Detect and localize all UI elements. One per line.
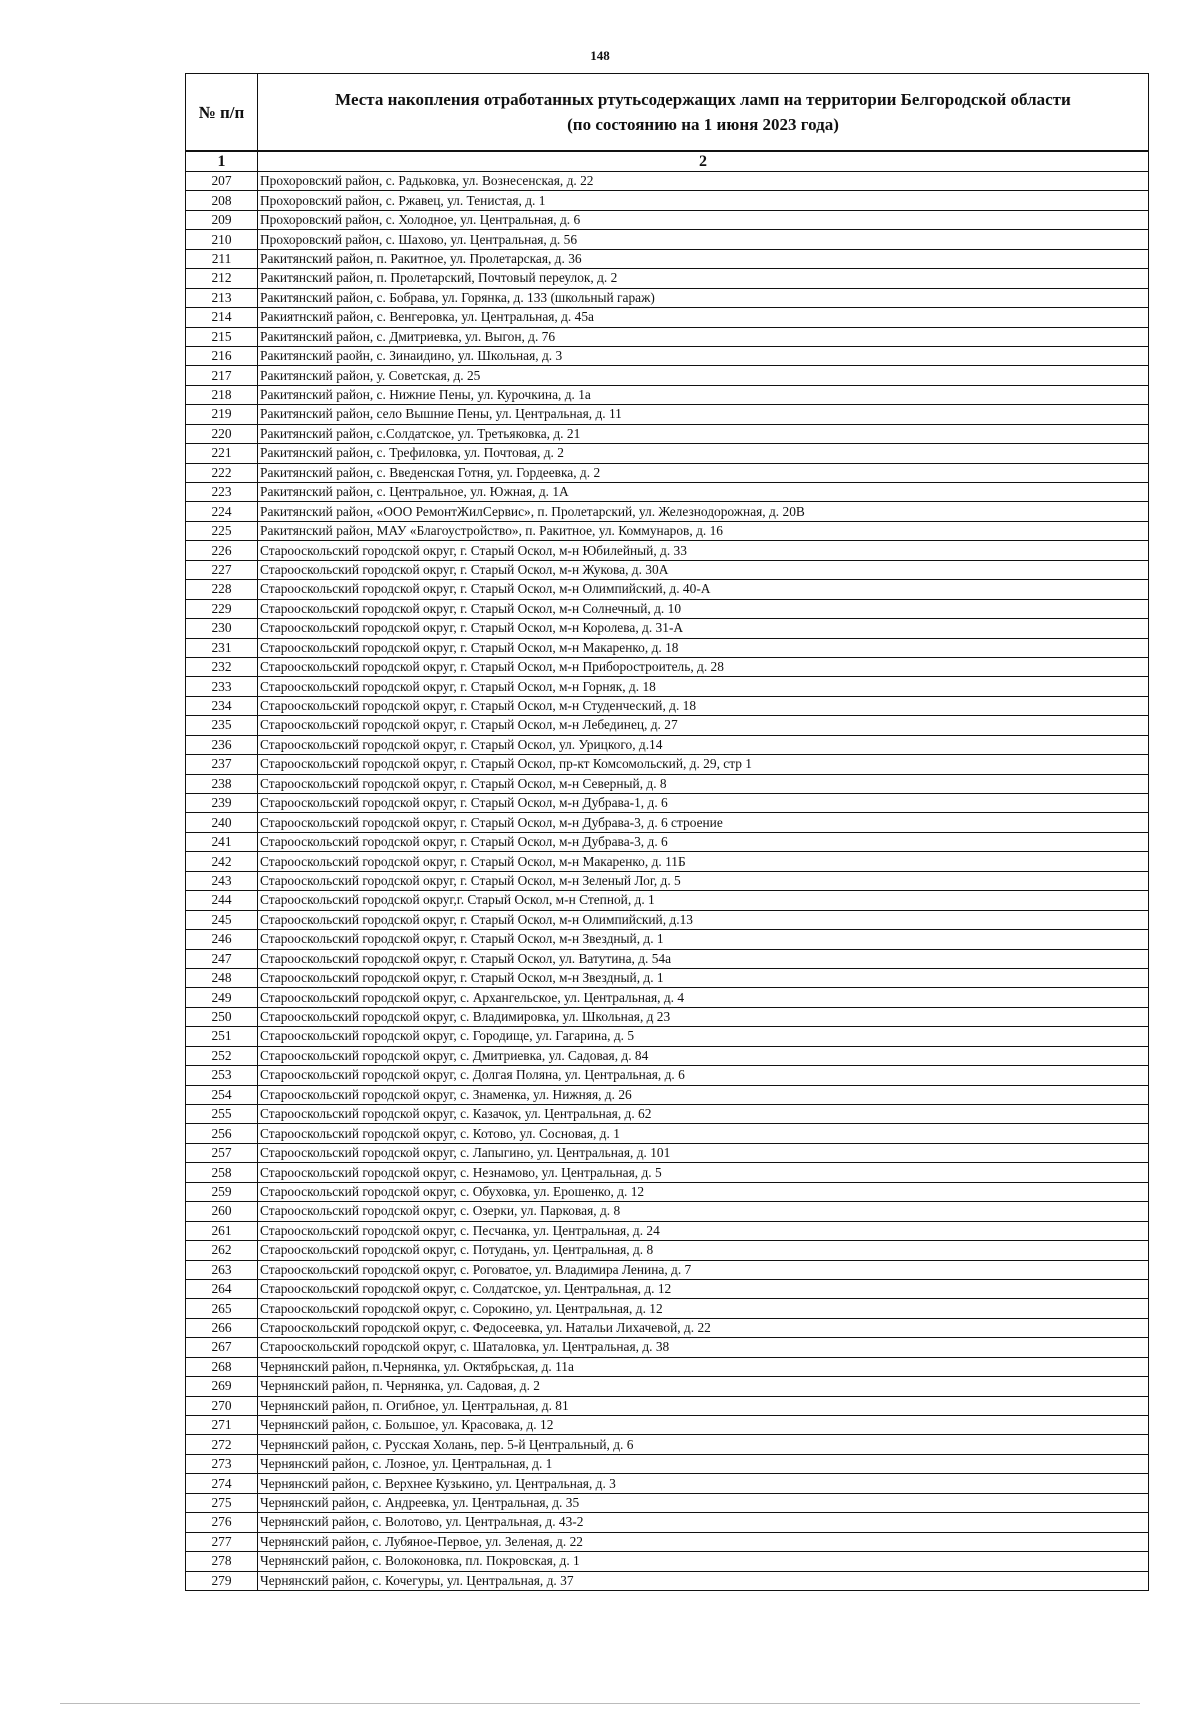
row-address: Ракитянский район, у. Советская, д. 25 (258, 366, 1149, 385)
row-address: Старооскольский городской округ, с. Лапыгино, ул. Центральная, д. 101 (258, 1143, 1149, 1162)
table-row (186, 541, 1149, 560)
table-row (186, 1377, 1149, 1396)
row-number: 214 (186, 308, 258, 327)
row-number: 242 (186, 852, 258, 871)
row-address: Ракитянский район, МАУ «Благоустройство», п. Ракитное, ул. Коммунаров, д. 16 (258, 521, 1149, 540)
row-address: Старооскольский городской округ, г. Старый Оскол, м-н Олимпийский, д.13 (258, 910, 1149, 929)
row-number: 264 (186, 1279, 258, 1298)
table-row (186, 1552, 1149, 1571)
table-row (186, 1182, 1149, 1201)
row-number: 224 (186, 502, 258, 521)
row-address: Старооскольский городской округ, с. Солдатское, ул. Центральная, д. 12 (258, 1279, 1149, 1298)
row-number: 247 (186, 949, 258, 968)
row-number: 226 (186, 541, 258, 560)
row-address: Ракитянский район, с. Введенская Готня, ул. Гордеевка, д. 2 (258, 463, 1149, 482)
row-address: Старооскольский городской округ, с. Владимировка, ул. Школьная, д 23 (258, 1007, 1149, 1026)
row-number: 228 (186, 580, 258, 599)
row-number: 265 (186, 1299, 258, 1318)
row-number: 252 (186, 1046, 258, 1065)
row-address: Старооскольский городской округ, г. Старый Оскол, м-н Макаренко, д. 11Б (258, 852, 1149, 871)
row-address: Старооскольский городской округ, г. Старый Оскол, м-н Юбилейный, д. 33 (258, 541, 1149, 560)
row-number: 220 (186, 424, 258, 443)
table-row (186, 599, 1149, 618)
table-row (186, 308, 1149, 327)
row-address: Прохоровский район, с. Радьковка, ул. Вознесенская, д. 22 (258, 172, 1149, 191)
row-number: 208 (186, 191, 258, 210)
row-number: 221 (186, 444, 258, 463)
table-row (186, 696, 1149, 715)
row-number: 270 (186, 1396, 258, 1415)
row-address: Старооскольский городской округ, с. Сорокино, ул. Центральная, д. 12 (258, 1299, 1149, 1318)
header-title-line2: (по состоянию на 1 июня 2023 года) (567, 115, 839, 134)
table-row (186, 794, 1149, 813)
row-number: 271 (186, 1416, 258, 1435)
row-number: 241 (186, 832, 258, 851)
row-number: 227 (186, 560, 258, 579)
table-row (186, 1396, 1149, 1415)
row-number: 238 (186, 774, 258, 793)
row-number: 210 (186, 230, 258, 249)
row-address: Старооскольский городской округ, г. Старый Оскол, м-н Королева, д. 31-А (258, 619, 1149, 638)
row-number: 245 (186, 910, 258, 929)
table-row (186, 832, 1149, 851)
row-address: Старооскольский городской округ, г. Старый Оскол, м-н Студенческий, д. 18 (258, 696, 1149, 715)
row-address: Старооскольский городской округ, с. Обуховка, ул. Ерошенко, д. 12 (258, 1182, 1149, 1201)
row-number: 217 (186, 366, 258, 385)
row-address: Старооскольский городской округ, с. Песчанка, ул. Центральная, д. 24 (258, 1221, 1149, 1240)
row-number: 273 (186, 1454, 258, 1473)
table-row (186, 716, 1149, 735)
row-address: Ракитянский район, п. Пролетарский, Почтовый переулок, д. 2 (258, 269, 1149, 288)
table-row (186, 424, 1149, 443)
row-number: 279 (186, 1571, 258, 1590)
row-number: 235 (186, 716, 258, 735)
row-address: Старооскольский городской округ, г. Старый Оскол, пр-кт Комсомольский, д. 29, стр 1 (258, 755, 1149, 774)
row-number: 276 (186, 1513, 258, 1532)
row-address: Ракитянский район, село Вышние Пены, ул. Центральная, д. 11 (258, 405, 1149, 424)
row-number: 237 (186, 755, 258, 774)
table-row (186, 1279, 1149, 1298)
row-number: 219 (186, 405, 258, 424)
table-row (186, 735, 1149, 754)
table-row (186, 1027, 1149, 1046)
table-row (186, 1007, 1149, 1026)
table-row (186, 444, 1149, 463)
row-number: 207 (186, 172, 258, 191)
row-address: Старооскольский городской округ, г. Старый Оскол, м-н Зеленый Лог, д. 5 (258, 871, 1149, 890)
row-number: 253 (186, 1066, 258, 1085)
row-address: Старооскольский городской округ, с. Котово, ул. Сосновая, д. 1 (258, 1124, 1149, 1143)
row-address: Чернянский район, с. Волотово, ул. Центральная, д. 43-2 (258, 1513, 1149, 1532)
table-row (186, 1163, 1149, 1182)
row-address: Прохоровский район, с. Холодное, ул. Центральная, д. 6 (258, 210, 1149, 229)
table-row (186, 385, 1149, 404)
table-row (186, 405, 1149, 424)
table-row (186, 463, 1149, 482)
table-row (186, 210, 1149, 229)
row-number: 278 (186, 1552, 258, 1571)
table-row (186, 1571, 1149, 1590)
table-row (186, 521, 1149, 540)
table-row (186, 366, 1149, 385)
row-address: Ракитянский район, с. Бобрава, ул. Горянка, д. 133 (школьный гараж) (258, 288, 1149, 307)
row-address: Прохоровский район, с. Ржавец, ул. Тенистая, д. 1 (258, 191, 1149, 210)
row-number: 232 (186, 657, 258, 676)
row-number: 267 (186, 1338, 258, 1357)
row-address: Старооскольский городской округ, с. Незнамово, ул. Центральная, д. 5 (258, 1163, 1149, 1182)
table-row (186, 677, 1149, 696)
table-row (186, 871, 1149, 890)
table-row (186, 1221, 1149, 1240)
row-number: 223 (186, 483, 258, 502)
row-address: Чернянский район, с. Волоконовка, пл. Покровская, д. 1 (258, 1552, 1149, 1571)
table-row (186, 1143, 1149, 1162)
table-row (186, 249, 1149, 268)
table-row (186, 230, 1149, 249)
row-address: Старооскольский городской округ, г. Старый Оскол, м-н Солнечный, д. 10 (258, 599, 1149, 618)
row-address: Чернянский район, с. Кочегуры, ул. Центральная, д. 37 (258, 1571, 1149, 1590)
row-address: Ракитянский район, с. Дмитриевка, ул. Выгон, д. 76 (258, 327, 1149, 346)
row-address: Ракитянский район, с. Нижние Пены, ул. Курочкина, д. 1а (258, 385, 1149, 404)
row-address: Чернянский район, с. Лубяное-Первое, ул. Зеленая, д. 22 (258, 1532, 1149, 1551)
row-address: Чернянский район, п. Огибное, ул. Центральная, д. 81 (258, 1396, 1149, 1415)
row-address: Старооскольский городской округ, г. Старый Оскол, м-н Приборостроитель, д. 28 (258, 657, 1149, 676)
row-address: Старооскольский городской округ, с. Шаталовка, ул. Центральная, д. 38 (258, 1338, 1149, 1357)
table-row (186, 1124, 1149, 1143)
row-address: Старооскольский городской округ, г. Старый Оскол, м-н Макаренко, д. 18 (258, 638, 1149, 657)
row-address: Старооскольский городской округ, г. Старый Оскол, м-н Горняк, д. 18 (258, 677, 1149, 696)
lamp-collection-table (185, 73, 1149, 1591)
table-row (186, 269, 1149, 288)
row-number: 262 (186, 1241, 258, 1260)
table-row (186, 1474, 1149, 1493)
table-body (186, 172, 1149, 1591)
column-number-2: 2 (258, 151, 1149, 172)
table-row (186, 910, 1149, 929)
table-row (186, 949, 1149, 968)
row-number: 249 (186, 988, 258, 1007)
table-row (186, 988, 1149, 1007)
row-address: Чернянский район, п.Чернянка, ул. Октябрьская, д. 11а (258, 1357, 1149, 1376)
row-number: 269 (186, 1377, 258, 1396)
table-row (186, 1260, 1149, 1279)
table-row (186, 891, 1149, 910)
table-row (186, 346, 1149, 365)
row-number: 239 (186, 794, 258, 813)
table-header-row (186, 74, 1149, 152)
row-number: 272 (186, 1435, 258, 1454)
row-address: Старооскольский городской округ, г. Старый Оскол, м-н Северный, д. 8 (258, 774, 1149, 793)
row-number: 215 (186, 327, 258, 346)
row-number: 246 (186, 930, 258, 949)
row-address: Ракитянский район, п. Ракитное, ул. Пролетарская, д. 36 (258, 249, 1149, 268)
row-address: Ракитянский раойн, с. Зинаидино, ул. Школьная, д. 3 (258, 346, 1149, 365)
row-number: 261 (186, 1221, 258, 1240)
row-address: Старооскольский городской округ, г. Старый Оскол, ул. Ватутина, д. 54а (258, 949, 1149, 968)
row-number: 248 (186, 968, 258, 987)
row-number: 218 (186, 385, 258, 404)
row-number: 274 (186, 1474, 258, 1493)
row-number: 263 (186, 1260, 258, 1279)
table-row (186, 638, 1149, 657)
row-address: Старооскольский городской округ, г. Старый Оскол, м-н Дубрава-1, д. 6 (258, 794, 1149, 813)
column-number-row (186, 151, 1149, 172)
row-number: 222 (186, 463, 258, 482)
row-address: Старооскольский городской округ, с. Озерки, ул. Парковая, д. 8 (258, 1202, 1149, 1221)
table-row (186, 968, 1149, 987)
header-title-line1: Места накопления отработанных ртутьсодержащих ламп на территории Белгородской области (335, 90, 1071, 109)
table-row (186, 619, 1149, 638)
row-number: 240 (186, 813, 258, 832)
row-address: Чернянский район, п. Чернянка, ул. Садовая, д. 2 (258, 1377, 1149, 1396)
row-address: Ракитянский район, «ООО РемонтЖилСервис», п. Пролетарский, ул. Железнодорожная, д. 20В (258, 502, 1149, 521)
table-row (186, 1513, 1149, 1532)
table-row (186, 1046, 1149, 1065)
row-address: Чернянский район, с. Верхнее Кузькино, ул. Центральная, д. 3 (258, 1474, 1149, 1493)
row-number: 250 (186, 1007, 258, 1026)
row-number: 256 (186, 1124, 258, 1143)
row-number: 277 (186, 1532, 258, 1551)
row-address: Чернянский район, с. Большое, ул. Красовака, д. 12 (258, 1416, 1149, 1435)
row-address: Старооскольский городской округ, с. Потудань, ул. Центральная, д. 8 (258, 1241, 1149, 1260)
row-number: 266 (186, 1318, 258, 1337)
table-row (186, 327, 1149, 346)
row-number: 234 (186, 696, 258, 715)
row-number: 243 (186, 871, 258, 890)
table-row (186, 560, 1149, 579)
row-address: Прохоровский район, с. Шахово, ул. Центральная, д. 56 (258, 230, 1149, 249)
table-row (186, 1105, 1149, 1124)
row-address: Старооскольский городской округ,г. Старый Оскол, м-н Степной, д. 1 (258, 891, 1149, 910)
row-address: Старооскольский городской округ, с. Городище, ул. Гагарина, д. 5 (258, 1027, 1149, 1046)
table-row (186, 502, 1149, 521)
table-row (186, 1338, 1149, 1357)
row-address: Ракитянский район, с.Солдатское, ул. Третьяковка, д. 21 (258, 424, 1149, 443)
row-number: 211 (186, 249, 258, 268)
row-address: Старооскольский городской округ, с. Архангельское, ул. Центральная, д. 4 (258, 988, 1149, 1007)
row-address: Старооскольский городской округ, с. Роговатое, ул. Владимира Ленина, д. 7 (258, 1260, 1149, 1279)
row-address: Старооскольский городской округ, г. Старый Оскол, м-н Дубрава-3, д. 6 (258, 832, 1149, 851)
row-address: Старооскольский городской округ, г. Старый Оскол, м-н Звездный, д. 1 (258, 930, 1149, 949)
table-row (186, 1318, 1149, 1337)
table-row (186, 774, 1149, 793)
row-address: Чернянский район, с. Лозное, ул. Центральная, д. 1 (258, 1454, 1149, 1473)
row-number: 268 (186, 1357, 258, 1376)
row-number: 257 (186, 1143, 258, 1162)
row-address: Старооскольский городской округ, с. Федосеевка, ул. Натальи Лихачевой, д. 22 (258, 1318, 1149, 1337)
row-number: 236 (186, 735, 258, 754)
table-row (186, 1493, 1149, 1512)
table-row (186, 1532, 1149, 1551)
table-row (186, 1241, 1149, 1260)
row-number: 231 (186, 638, 258, 657)
header-number-column: № п/п (186, 74, 258, 152)
row-number: 212 (186, 269, 258, 288)
table-row (186, 288, 1149, 307)
row-address: Старооскольский городской округ, г. Старый Оскол, м-н Олимпийский, д. 40-А (258, 580, 1149, 599)
row-address: Старооскольский городской округ, г. Старый Оскол, ул. Урицкого, д.14 (258, 735, 1149, 754)
table-row (186, 1435, 1149, 1454)
table-row (186, 1202, 1149, 1221)
table-row (186, 1299, 1149, 1318)
table-row (186, 1066, 1149, 1085)
table-row (186, 1416, 1149, 1435)
column-number-1: 1 (186, 151, 258, 172)
table-row (186, 1085, 1149, 1104)
table-row (186, 483, 1149, 502)
table-row (186, 580, 1149, 599)
row-address: Ракитянский район, с. Трефиловка, ул. Почтовая, д. 2 (258, 444, 1149, 463)
table-row (186, 191, 1149, 210)
table-row (186, 657, 1149, 676)
table-row (186, 1454, 1149, 1473)
row-number: 225 (186, 521, 258, 540)
row-address: Старооскольский городской округ, г. Старый Оскол, м-н Лебединец, д. 27 (258, 716, 1149, 735)
row-number: 258 (186, 1163, 258, 1182)
row-number: 260 (186, 1202, 258, 1221)
row-number: 229 (186, 599, 258, 618)
row-address: Ракитянский район, с. Центральное, ул. Южная, д. 1А (258, 483, 1149, 502)
table-row (186, 172, 1149, 191)
row-address: Старооскольский городской округ, г. Старый Оскол, м-н Дубрава-3, д. 6 строение (258, 813, 1149, 832)
row-number: 209 (186, 210, 258, 229)
row-address: Ракиятнский район, с. Венгеровка, ул. Центральная, д. 45а (258, 308, 1149, 327)
row-address: Старооскольский городской округ, с. Знаменка, ул. Нижняя, д. 26 (258, 1085, 1149, 1104)
row-number: 275 (186, 1493, 258, 1512)
header-title-column (258, 74, 1149, 152)
page-number: 148 (590, 48, 610, 63)
row-number: 230 (186, 619, 258, 638)
row-number: 255 (186, 1105, 258, 1124)
row-address: Старооскольский городской округ, с. Дмитриевка, ул. Садовая, д. 84 (258, 1046, 1149, 1065)
row-address: Старооскольский городской округ, г. Старый Оскол, м-н Жукова, д. 30А (258, 560, 1149, 579)
table-row (186, 1357, 1149, 1376)
page-bottom-rule (60, 1703, 1140, 1704)
row-number: 259 (186, 1182, 258, 1201)
table-row (186, 930, 1149, 949)
row-address: Старооскольский городской округ, с. Долгая Поляна, ул. Центральная, д. 6 (258, 1066, 1149, 1085)
row-number: 216 (186, 346, 258, 365)
table-row (186, 852, 1149, 871)
table-row (186, 755, 1149, 774)
row-number: 233 (186, 677, 258, 696)
table-row (186, 813, 1149, 832)
row-address: Чернянский район, с. Андреевка, ул. Центральная, д. 35 (258, 1493, 1149, 1512)
row-number: 254 (186, 1085, 258, 1104)
row-address: Чернянский район, с. Русская Холань, пер. 5-й Центральный, д. 6 (258, 1435, 1149, 1454)
row-address: Старооскольский городской округ, г. Старый Оскол, м-н Звездный, д. 1 (258, 968, 1149, 987)
row-number: 213 (186, 288, 258, 307)
row-address: Старооскольский городской округ, с. Казачок, ул. Центральная, д. 62 (258, 1105, 1149, 1124)
row-number: 244 (186, 891, 258, 910)
row-number: 251 (186, 1027, 258, 1046)
